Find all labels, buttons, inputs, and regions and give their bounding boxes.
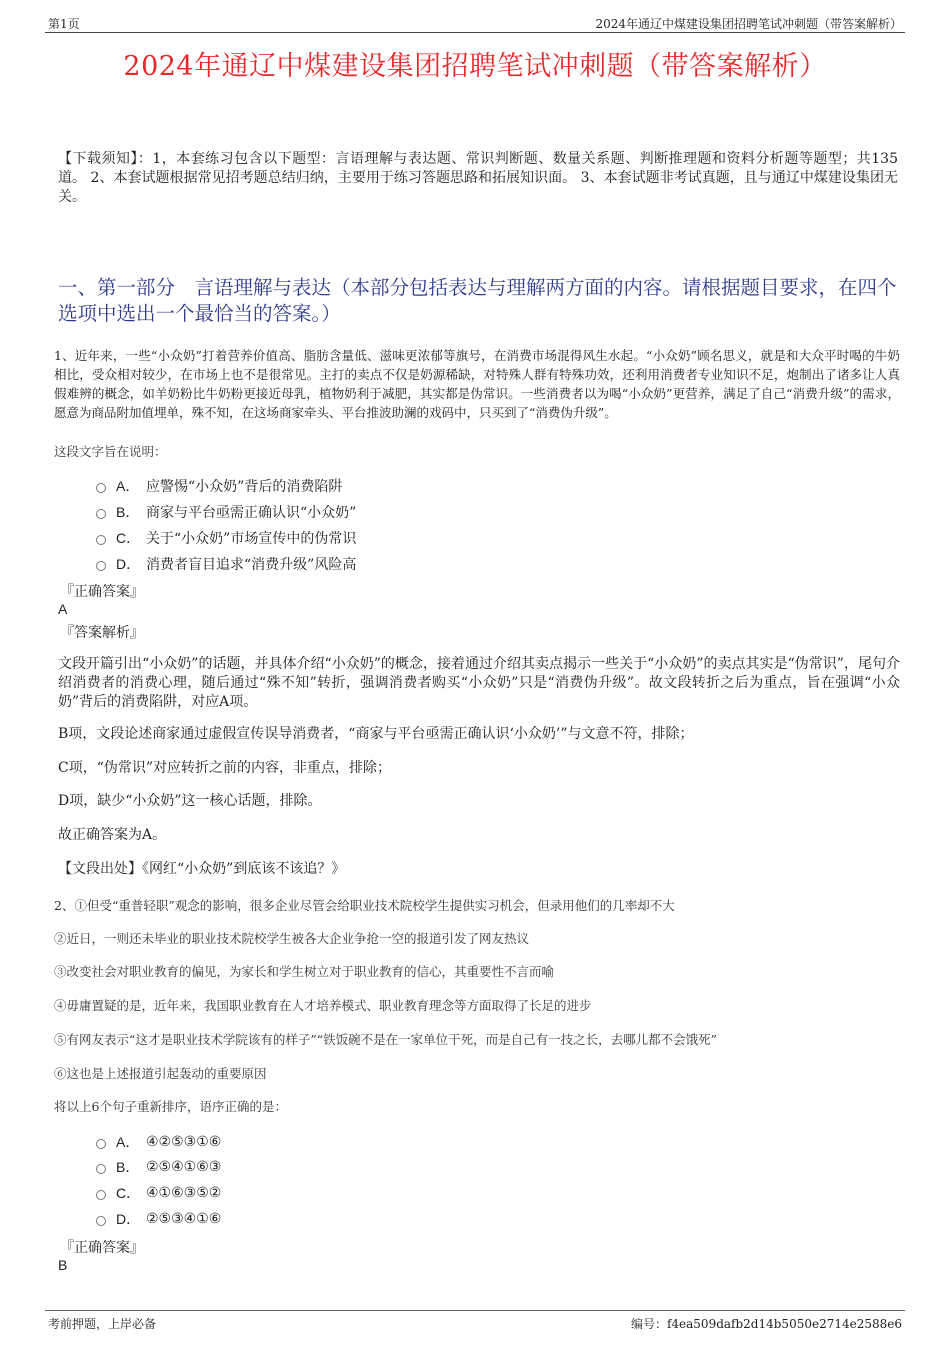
option-letter: B．: [116, 504, 140, 520]
radio-button[interactable]: [96, 1139, 106, 1149]
document-title: 2024年通辽中煤建设集团招聘笔试冲刺题（带答案解析）: [123, 51, 827, 82]
header-divider: [45, 32, 905, 33]
q1-answer: A: [58, 601, 68, 617]
question-2-prompt: 将以上6个句子重新排序，语序正确的是：: [54, 1099, 287, 1114]
radio-button[interactable]: [96, 1190, 106, 1200]
q2-option-c[interactable]: [96, 1183, 221, 1203]
option-text: 消费者盲目追求“消费升级”风险高: [146, 557, 357, 573]
q2-sentence-1: 2、①但受“重普轻职”观念的影响，很多企业尽管会给职业技术院校学生提供实习机会，但录用他们的几率却不大: [54, 898, 675, 913]
q1-conclusion: 故正确答案为A。: [58, 827, 167, 843]
radio-button[interactable]: [96, 561, 106, 571]
q1-analysis-paragraph: 文段开篇引出“小众奶”的话题，并具体介绍“小众奶”的概念，接着通过介绍其卖点揭示一些关于“小众奶”的卖点其实是“伪常识”，尾句介绍消费者的消费心理，随后通过“殊不知”转折，强调消费者购买“小众奶”只是“消费伪升级”。故文段转折之后为重点，旨在强调“小众奶”背后的消费陷阱，对应A项。: [58, 656, 900, 710]
q1-option-b[interactable]: [96, 502, 356, 522]
download-notice: 【下载须知】：1，本套练习包含以下题型：言语理解与表达题、常识判断题、数量关系题、判断推理题和资料分析题等题型；共135道。 2、本套试题根据常见招考题总结归纳，主要用于练习答题思路和拓展知识面。 3、本套试题非考试真题，且与通辽中煤建设集团无关。: [58, 151, 898, 205]
q2-option-d[interactable]: [96, 1209, 221, 1229]
q2-sentence-3: ③改变社会对职业教育的偏见，为家长和学生树立对于职业教育的信心，其重要性不言而喻: [54, 964, 555, 979]
question-1-stem: 1、近年来，一些“小众奶”打着营养价值高、脂肪含量低、滋味更浓郁等旗号，在消费市场混得风生水起。“小众奶”顾名思义，就是和大众平时喝的牛奶相比，受众相对较少，在市场上也不是很常见。主打的卖点不仅是奶源稀缺，对特殊人群有特殊功效，还利用消费者专业知识不足，炮制出了诸多让人真假难辨的概念，如羊奶粉比牛奶粉更接近母乳，植物奶利于减肥，其实都是伪常识。一些消费者以为喝“小众奶”更营养，满足了自己“消费升级”的需求，愿意为商品附加值埋单，殊不知，在这场商家牵头、平台推波助澜的戏码中，只买到了“消费伪升级”。: [54, 348, 900, 420]
radio-button[interactable]: [96, 535, 106, 545]
q2-answer: B: [58, 1257, 68, 1273]
option-text: 商家与平台亟需正确认识“小众奶”: [146, 505, 357, 521]
option-letter: D．: [116, 556, 141, 572]
question-1-prompt: 这段文字旨在说明：: [54, 444, 167, 459]
option-text: ④①⑥③⑤②: [146, 1185, 222, 1201]
q1-option-c[interactable]: [96, 528, 356, 548]
radio-button[interactable]: [96, 483, 106, 493]
option-text: 关于“小众奶”市场宣传中的伪常识: [146, 531, 357, 547]
option-text: ④②⑤③①⑥: [146, 1134, 222, 1150]
q1-analysis-c: C项，“伪常识”对应转折之前的内容，非重点，排除；: [58, 760, 392, 776]
footer-slogan: 考前押题，上岸必备: [48, 1317, 157, 1331]
option-letter: D．: [116, 1211, 141, 1227]
option-letter: C．: [116, 1185, 141, 1201]
q2-sentence-5: ⑤有网友表示“这才是职业技术学院该有的样子”“铁饭碗不是在一家单位干死，而是自己有一技之长，去哪儿都不会饿死”: [54, 1032, 718, 1047]
q1-analysis-b: B项，文段论述商家通过虚假宣传误导消费者，“商家与平台亟需正确认识‘小众奶’”与文意不符，排除；: [58, 726, 694, 742]
q2-answer-label: 『正确答案』: [60, 1240, 144, 1256]
radio-button[interactable]: [96, 1216, 106, 1226]
document-id: 编号：f4ea509dafb2d14b5050e2714e2588e6: [630, 1317, 902, 1331]
section-heading: 一、第一部分 言语理解与表达（本部分包括表达与理解两方面的内容。请根据题目要求，在四个选项中选出一个最恰当的答案。）: [58, 276, 897, 325]
option-letter: A．: [116, 1134, 140, 1150]
option-letter: B．: [116, 1159, 140, 1175]
option-text: ②⑤④①⑥③: [146, 1159, 222, 1175]
q1-source: 【文段出处】《网红“小众奶”到底该不该追？》: [58, 861, 346, 877]
option-text: 应警惕“小众奶”背后的消费陷阱: [146, 479, 343, 495]
running-title: 2024年通辽中煤建设集团招聘笔试冲刺题（带答案解析）: [595, 17, 902, 31]
q1-option-d[interactable]: [96, 554, 356, 574]
option-letter: C．: [116, 530, 141, 546]
option-letter: A．: [116, 478, 140, 494]
q1-analysis-label: 『答案解析』: [60, 625, 144, 641]
q2-sentence-4: ④毋庸置疑的是，近年来，我国职业教育在人才培养模式、职业教育理念等方面取得了长足的进步: [54, 998, 592, 1013]
q2-sentence-2: ②近日，一则还未毕业的职业技术院校学生被各大企业争抢一空的报道引发了网友热议: [54, 931, 530, 946]
q1-analysis-d: D项，缺少“小众奶”这一核心话题，排除。: [58, 793, 322, 809]
option-text: ②⑤③④①⑥: [146, 1211, 222, 1227]
radio-button[interactable]: [96, 509, 106, 519]
radio-button[interactable]: [96, 1164, 106, 1174]
page-number: 第1页: [48, 17, 80, 31]
q2-option-b[interactable]: [96, 1157, 221, 1177]
q1-option-a[interactable]: [96, 476, 342, 496]
q2-sentence-6: ⑥这也是上述报道引起轰动的重要原因: [54, 1066, 267, 1081]
q1-answer-label: 『正确答案』: [60, 584, 144, 600]
q2-option-a[interactable]: [96, 1132, 221, 1152]
footer-divider: [45, 1310, 905, 1311]
